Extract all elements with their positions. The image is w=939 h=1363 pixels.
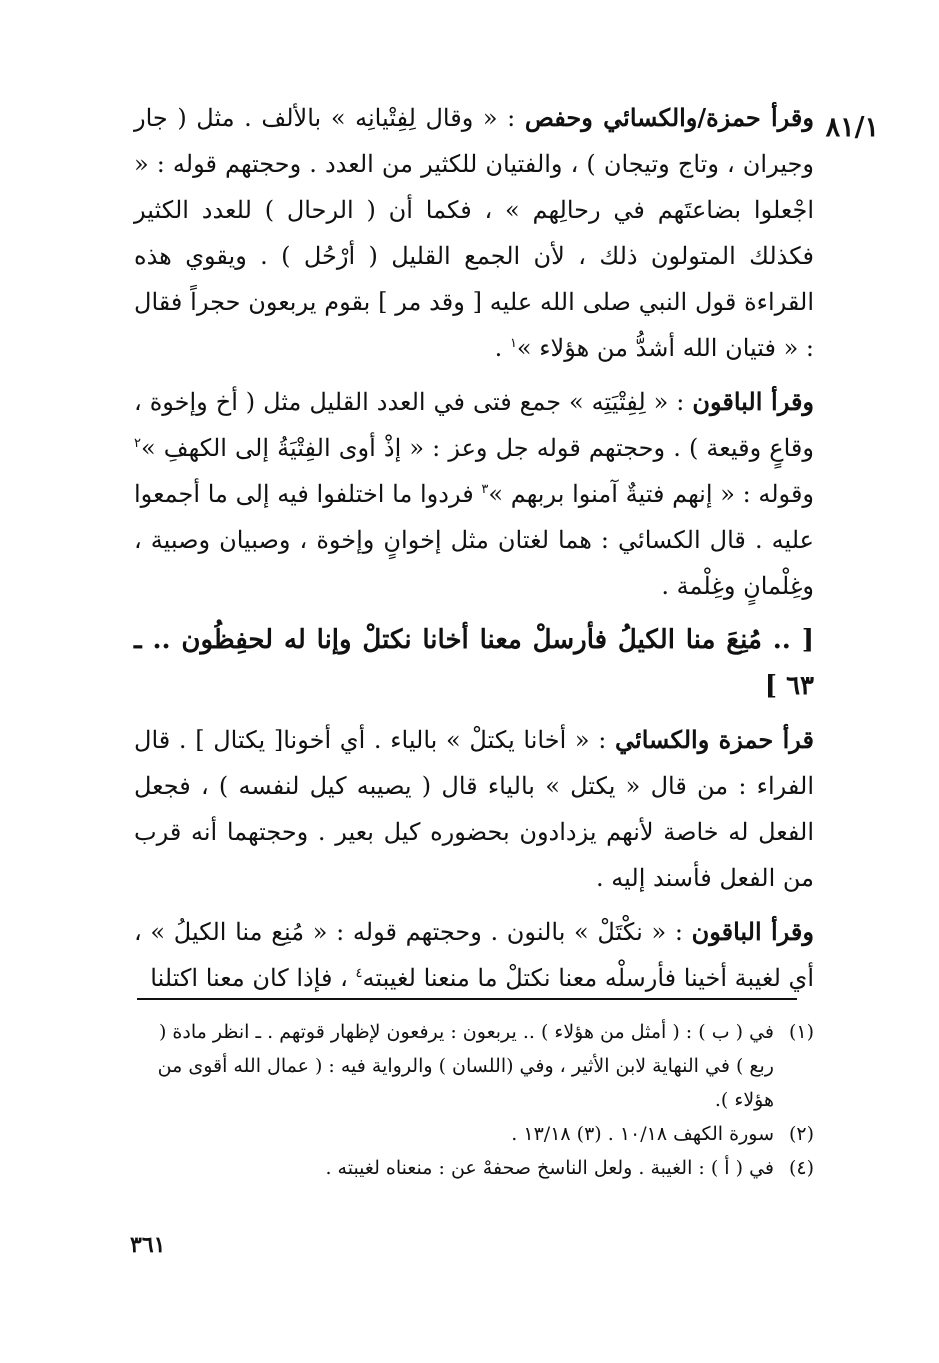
footnote-number: (٤) bbox=[788, 1157, 814, 1179]
footnote-text: سورة الكهف ١٠/١٨ . (٣) ١٣/١٨ . bbox=[511, 1123, 774, 1145]
paragraph-4 bbox=[134, 909, 814, 1001]
footnote bbox=[134, 1151, 814, 1185]
page-number: ٣٦١ bbox=[130, 1232, 166, 1258]
paragraph-end: فردوا ما اختلفوا فيه إلى ما أجمعوا عليه . bbox=[134, 480, 814, 554]
footnote bbox=[134, 1015, 814, 1117]
footnote-ref: ٢ bbox=[134, 436, 141, 451]
footnote-text: في ( ب ) : ( أمثل من هؤلاء ) .. يربعون : يرفعون لإظهار قوتهم . ـ انظر مادة ( ربع ) في النهاية لابن الأثير ، وفي (اللسان ) والرواية فيه : ( عمال الله أقوى من هؤلاء ). bbox=[157, 1021, 774, 1111]
paragraph-lead: وقرأ الباقون bbox=[692, 387, 815, 416]
paragraph-text: : « وقال لِفِتْيانِه » بالألف . مثل ( جار وجيران ، وتاج وتيجان ) ، والفتيان للكثير من العدد . وحجتهم قوله : « اجْعلوا بضاعتَهم في رحالِهم » ، فكما أن ( الرحال ) للعدد الكثير فكذلك المتولون ذلك ، لأن الجمع القليل ( أرْحُل ) . ويقوي هذه القراءة قول النبي صلى الله عليه [ وقد مر ] بقوم يربعون حجراً فقال : « فتيان الله أشدُّ من هؤلاء » bbox=[134, 104, 814, 362]
paragraph-lead: وقرأ حمزة/والكسائي وحفص bbox=[524, 103, 814, 132]
paragraph-text: قال الكسائي : هما لغتان مثل إخوانٍ وإخوة ، وصبيان وصبية ، وغِلْمانٍ وغِلْمة . bbox=[134, 526, 814, 600]
footnote-text: في ( أ ) : الغيبة . ولعل الناسخ صحفهْ عن : منعناه لغيبته . bbox=[325, 1157, 774, 1179]
paragraph-text: : « أخانا يكتلْ » بالياء . أي أخونا[ يكتال ] . قال الفراء : من قال « يكتل » بالياء قال ( يصيبه كيل لنفسه ) ، فجعل الفعل له خاصة لأنهم يزدادون بحضوره كيل بعير . وحجتهما أنه قرب من الفعل فأسند إليه . bbox=[134, 726, 814, 892]
footnote-ref: ٣ bbox=[481, 482, 489, 497]
footnotes bbox=[134, 1015, 814, 1185]
paragraph-text: : « نكْتَلْ » بالنون . وحجتهم قوله : « مُنِع منا الكيلُ » ، أي لغيبة أخينا فأرسلْه معنا نكتلْ ما منعنا لغيبته bbox=[134, 918, 814, 992]
paragraph-end: . bbox=[494, 334, 510, 362]
paragraph-3 bbox=[134, 717, 814, 901]
paragraph-end: ، فإذا كان معنا اكتلنا bbox=[150, 964, 356, 992]
footnote bbox=[134, 1117, 814, 1151]
paragraph-1 bbox=[134, 95, 814, 371]
paragraph-text: : « لِفِتْيَتِه » جمع فتى في العدد القليل مثل ( أخ وإخوة ، وقاعٍ وقيعة ) . وحجتهم قوله جل وعز : « إذْ أوى الفِتْيَةُ إلى الكهفِ » bbox=[134, 388, 814, 462]
footnote-ref: ٤ bbox=[355, 966, 363, 981]
footnote-number: (١) bbox=[788, 1021, 814, 1043]
footnote-ref: ١ bbox=[509, 336, 517, 351]
footnote-divider bbox=[137, 998, 797, 1000]
quran-verse: [ .. مُنِعَ منا الكيلُ فأرسلْ معنا أخانا نكتلْ وإنا له لحفِظُون .. ـ ٦٣ ] bbox=[134, 625, 814, 701]
paragraph-text: وقوله : « إنهم فتيةٌ آمنوا بربهم » bbox=[488, 480, 815, 508]
margin-verse-number: ٨١/١ bbox=[825, 112, 879, 143]
paragraph-lead: قرأ حمزة والكسائي bbox=[615, 725, 814, 754]
paragraph-lead: وقرأ الباقون bbox=[691, 917, 814, 946]
footnote-number: (٢) bbox=[788, 1123, 814, 1145]
paragraph-2 bbox=[134, 379, 814, 609]
main-text bbox=[134, 95, 814, 1009]
